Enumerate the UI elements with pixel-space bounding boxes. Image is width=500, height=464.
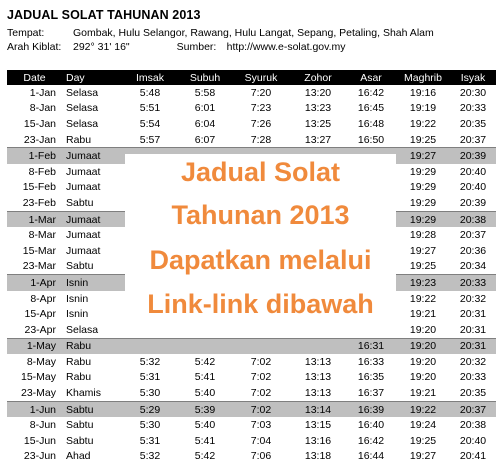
cell-imsak: [122, 338, 178, 354]
table-row: [7, 401, 496, 417]
cell-asar: 16:40: [357, 419, 385, 432]
cell-zohor: 13:18: [304, 450, 332, 463]
cell-maghrib: 19:19: [409, 102, 437, 115]
cell-date: 15-Feb: [22, 181, 56, 194]
cell-isyak: 20:36: [459, 244, 487, 257]
cell-imsak: 5:29: [122, 401, 178, 417]
table-row: [7, 338, 496, 354]
table-header-row: [7, 70, 496, 85]
cell-asar: 16:33: [357, 355, 385, 368]
cell-syuruk: 7:28: [250, 133, 272, 146]
cell-asar: 16:42: [357, 434, 385, 447]
cell-isyak: 20:35: [459, 117, 487, 130]
cell-date: 8-May: [26, 355, 56, 368]
cell-date: 15-Jun: [23, 434, 56, 447]
cell-isyak: 20:31: [459, 308, 487, 321]
cell-maghrib: 19:28: [409, 229, 437, 242]
cell-maghrib: 19:21: [409, 387, 437, 400]
cell-subuh: 5:40: [194, 387, 216, 400]
cell-day: Sabtu: [66, 196, 94, 209]
cell-asar: 16:31: [346, 338, 396, 354]
cell-isyak: 20:40: [459, 181, 487, 194]
cell-asar: 16:45: [357, 102, 385, 115]
sumber-label: Sumber:: [176, 41, 217, 53]
cell-isyak: 20:35: [459, 387, 487, 400]
cell-date: 23-Jun: [23, 450, 56, 463]
table-row: [7, 101, 496, 117]
cell-subuh: 6:04: [194, 117, 216, 130]
cell-imsak: 5:32: [139, 450, 161, 463]
cell-maghrib: 19:25: [409, 434, 437, 447]
cell-subuh: 5:58: [194, 86, 216, 99]
cell-date: 1-Feb: [7, 148, 62, 164]
cell-date: 8-Jan: [29, 102, 56, 115]
cell-isyak: 20:31: [459, 323, 487, 336]
cell-zohor: 13:16: [304, 434, 332, 447]
cell-date: 8-Jun: [29, 419, 56, 432]
header-asar: Asar: [346, 70, 396, 85]
cell-isyak: 20:33: [450, 275, 496, 291]
cell-zohor: 13:13: [304, 387, 332, 400]
cell-day: Sabtu: [66, 419, 94, 432]
kiblat-label: Arah Kiblat:: [7, 41, 62, 53]
header-imsak: Imsak: [122, 70, 178, 85]
cell-date: 23-May: [20, 387, 56, 400]
cell-day: Sabtu: [66, 434, 94, 447]
cell-maghrib: 19:27: [409, 450, 437, 463]
cell-maghrib: 19:27: [396, 148, 450, 164]
cell-syuruk: 7:04: [250, 434, 272, 447]
cell-isyak: 20:38: [459, 419, 487, 432]
cell-date: 1-Jun: [7, 401, 62, 417]
cell-maghrib: 19:22: [409, 292, 437, 305]
location-line: [7, 27, 434, 39]
cell-syuruk: [232, 338, 290, 354]
cell-zohor: 13:13: [304, 355, 332, 368]
cell-day: Jumaat: [62, 148, 122, 164]
cell-date: 1-May: [7, 338, 62, 354]
tempat-value: Gombak, Hulu Selangor, Rawang, Hulu Langat, Sepang, Petaling, Shah Alam: [73, 27, 434, 39]
cell-isyak: 20:38: [450, 211, 496, 227]
cell-date: 8-Mar: [28, 229, 56, 242]
cell-subuh: [178, 338, 232, 354]
cell-date: 23-Apr: [24, 323, 56, 336]
cell-subuh: 5:40: [194, 419, 216, 432]
cell-date: 23-Jan: [23, 133, 56, 146]
cell-isyak: 20:32: [459, 355, 487, 368]
cell-day: Rabu: [62, 338, 122, 354]
cell-isyak: 20:30: [459, 86, 487, 99]
cell-maghrib: 19:22: [409, 117, 437, 130]
cell-imsak: 5:54: [139, 117, 161, 130]
cell-subuh: 5:39: [178, 401, 232, 417]
cell-date: 1-Mar: [7, 211, 62, 227]
cell-date: 15-May: [20, 371, 56, 384]
cell-maghrib: 19:22: [396, 401, 450, 417]
cell-isyak: 20:39: [450, 148, 496, 164]
cell-day: Khamis: [66, 387, 102, 400]
cell-imsak: 5:30: [139, 419, 161, 432]
cell-asar: 16:44: [357, 450, 385, 463]
cell-isyak: 20:37: [459, 133, 487, 146]
cell-zohor: 13:13: [304, 371, 332, 384]
cell-zohor: 13:14: [290, 401, 346, 417]
cell-maghrib: 19:20: [409, 323, 437, 336]
cell-maghrib: 19:20: [409, 371, 437, 384]
cell-maghrib: 19:29: [409, 196, 437, 209]
cell-day: Rabu: [66, 133, 92, 146]
cell-isyak: 20:32: [459, 292, 487, 305]
cell-day: Rabu: [66, 371, 92, 384]
kiblat-value: 292° 31' 16": [73, 41, 130, 53]
cell-subuh: 5:42: [194, 450, 216, 463]
cell-syuruk: 7:20: [250, 86, 272, 99]
table-row: [7, 385, 496, 401]
cell-asar: 16:48: [357, 117, 385, 130]
cell-asar: 16:37: [357, 387, 385, 400]
sumber-link[interactable]: http://www.e-solat.gov.my: [226, 41, 346, 53]
cell-imsak: 5:48: [139, 86, 161, 99]
header-subuh: Subuh: [178, 70, 232, 85]
cell-zohor: 13:20: [304, 86, 332, 99]
table-row: [7, 116, 496, 132]
cell-zohor: [290, 338, 346, 354]
overlay-line-3: Dapatkan melalui: [149, 245, 372, 275]
overlay-line-1: Jadual Solat: [180, 157, 341, 187]
cell-syuruk: 7:02: [250, 371, 272, 384]
cell-day: Jumaat: [66, 165, 101, 178]
cell-imsak: 5:57: [139, 133, 161, 146]
header-isyak: Isyak: [450, 70, 496, 85]
cell-day: Isnin: [66, 308, 89, 321]
cell-asar: 16:39: [346, 401, 396, 417]
cell-date: 15-Apr: [24, 308, 56, 321]
cell-day: Selasa: [66, 102, 99, 115]
cell-zohor: 13:15: [304, 419, 332, 432]
cell-maghrib: 19:21: [409, 308, 437, 321]
cell-date: 8-Apr: [30, 292, 56, 305]
cell-maghrib: 19:16: [409, 86, 437, 99]
header-day: Day: [62, 70, 122, 85]
cell-isyak: 20:31: [450, 338, 496, 354]
promo-overlay: [125, 154, 396, 334]
cell-isyak: 20:34: [459, 260, 487, 273]
cell-syuruk: 7:26: [250, 117, 272, 130]
cell-maghrib: 19:23: [396, 275, 450, 291]
cell-day: Selasa: [66, 323, 99, 336]
cell-date: 15-Jan: [23, 117, 56, 130]
cell-isyak: 20:40: [459, 165, 487, 178]
cell-syuruk: 7:02: [250, 387, 272, 400]
cell-maghrib: 19:20: [396, 338, 450, 354]
table-row: [7, 417, 496, 433]
cell-date: 23-Mar: [22, 260, 56, 273]
cell-isyak: 20:33: [459, 371, 487, 384]
cell-asar: 16:50: [357, 133, 385, 146]
cell-isyak: 20:33: [459, 102, 487, 115]
cell-maghrib: 19:25: [409, 260, 437, 273]
table-row: [7, 370, 496, 386]
cell-subuh: 5:42: [194, 355, 216, 368]
cell-syuruk: 7:06: [250, 450, 272, 463]
cell-syuruk: 7:02: [250, 355, 272, 368]
cell-isyak: 20:39: [459, 196, 487, 209]
cell-maghrib: 19:29: [396, 211, 450, 227]
cell-day: Sabtu: [62, 401, 122, 417]
cell-day: Isnin: [66, 292, 89, 305]
header-syuruk: Syuruk: [232, 70, 290, 85]
cell-imsak: 5:30: [139, 387, 161, 400]
cell-imsak: 5:31: [139, 371, 161, 384]
header-zohor: Zohor: [290, 70, 346, 85]
overlay-line-2: Tahunan 2013: [171, 200, 350, 230]
tempat-label: Tempat:: [7, 27, 45, 39]
cell-subuh: 5:41: [194, 434, 216, 447]
cell-maghrib: 19:20: [409, 355, 437, 368]
cell-isyak: 20:41: [459, 450, 487, 463]
cell-maghrib: 19:25: [409, 133, 437, 146]
cell-zohor: 13:25: [304, 117, 332, 130]
cell-maghrib: 19:29: [409, 181, 437, 194]
cell-zohor: 13:27: [304, 133, 332, 146]
cell-day: Jumaat: [62, 211, 122, 227]
cell-day: Selasa: [66, 86, 99, 99]
cell-zohor: 13:23: [304, 102, 332, 115]
cell-imsak: 5:51: [139, 102, 161, 115]
header-date: Date: [7, 70, 62, 85]
table-row: [7, 85, 496, 101]
table-row: [7, 433, 496, 449]
cell-asar: 16:42: [357, 86, 385, 99]
cell-subuh: 6:01: [194, 102, 216, 115]
cell-maghrib: 19:24: [409, 419, 437, 432]
cell-day: Selasa: [66, 117, 99, 130]
header-maghrib: Maghrib: [396, 70, 450, 85]
cell-day: Jumaat: [66, 181, 101, 194]
cell-syuruk: 7:03: [250, 419, 272, 432]
cell-syuruk: 7:23: [250, 102, 272, 115]
cell-date: 15-Mar: [22, 244, 56, 257]
cell-isyak: 20:37: [459, 229, 487, 242]
cell-isyak: 20:37: [450, 401, 496, 417]
cell-date: 1-Apr: [7, 275, 62, 291]
cell-imsak: 5:31: [139, 434, 161, 447]
cell-date: 23-Feb: [22, 196, 56, 209]
cell-imsak: 5:32: [139, 355, 161, 368]
table-row: [7, 449, 496, 464]
cell-subuh: 6:07: [194, 133, 216, 146]
cell-asar: 16:35: [357, 371, 385, 384]
cell-date: 1-Jan: [29, 86, 56, 99]
cell-maghrib: 19:29: [409, 165, 437, 178]
cell-day: Sabtu: [66, 260, 94, 273]
cell-subuh: 5:41: [194, 371, 216, 384]
cell-day: Ahad: [66, 450, 91, 463]
cell-maghrib: 19:27: [409, 244, 437, 257]
cell-day: Jumaat: [66, 244, 101, 257]
cell-day: Jumaat: [66, 229, 101, 242]
cell-date: 8-Feb: [28, 165, 56, 178]
cell-day: Rabu: [66, 355, 92, 368]
table-row: [7, 354, 496, 370]
overlay-line-4: Link-link dibawah: [147, 289, 374, 319]
kiblat-source-line: [7, 41, 346, 53]
page-title: JADUAL SOLAT TAHUNAN 2013: [7, 8, 201, 22]
table-row: [7, 132, 496, 148]
cell-syuruk: 7:02: [232, 401, 290, 417]
cell-day: Isnin: [62, 275, 122, 291]
cell-isyak: 20:40: [459, 434, 487, 447]
